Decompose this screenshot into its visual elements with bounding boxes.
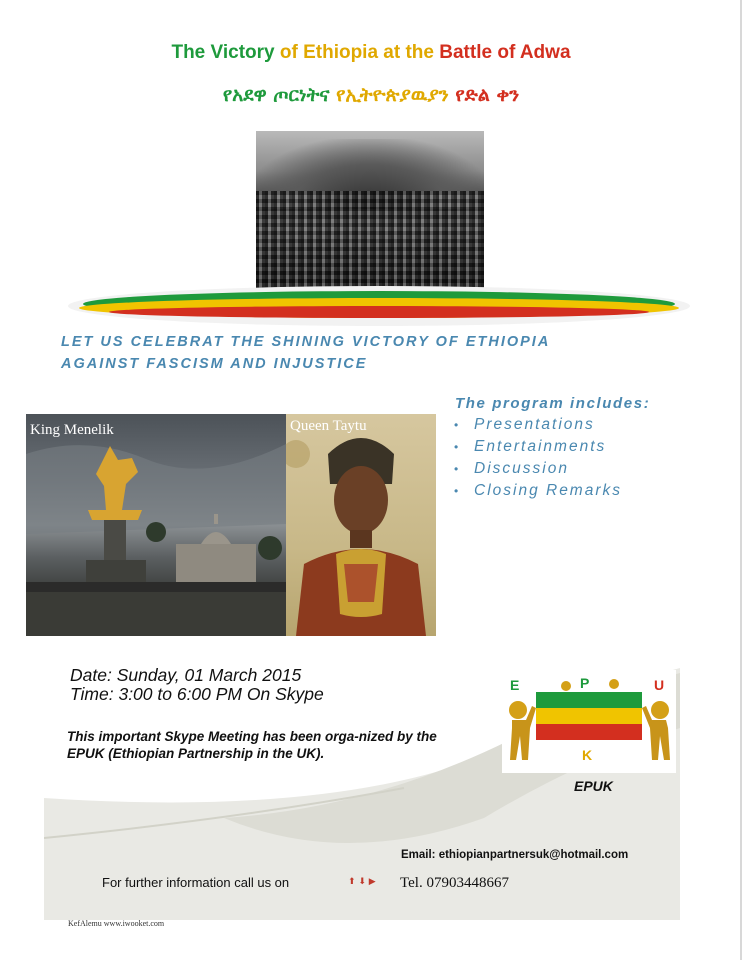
bullet-icon: • [454, 462, 461, 476]
arrows-icon: ⬆ ⬇ ▶ [348, 877, 376, 887]
bullet-icon: • [454, 484, 461, 498]
title-part-yellow: of Ethiopia at the [279, 42, 440, 63]
battle-photo-crowd [256, 191, 484, 291]
menelik-photo-art [26, 414, 286, 636]
event-datetime [70, 666, 324, 704]
flag-stripes [68, 282, 690, 330]
organizer-note: This important Skype Meeting has been orga-nized by the EPUK (Ethiopian Partnership in the UK). [67, 729, 437, 761]
amharic-part-green: የአደዋ ጦርነትና [222, 84, 337, 106]
epuk-logo-art [502, 670, 676, 773]
logo-letter-k: K [582, 747, 593, 763]
celebrate-line-2: AGAINST FASCISM AND INJUSTICE [61, 356, 368, 372]
program-heading: The program includes: [455, 395, 651, 412]
program-list [454, 414, 622, 502]
logo-letter-p: P [580, 675, 590, 691]
red-stripe [109, 306, 649, 318]
event-title [0, 42, 742, 64]
title-part-green: The Victory [171, 42, 280, 63]
epuk-logo [502, 670, 676, 773]
bullet-icon: • [454, 418, 461, 432]
menelik-caption: King Menelik [30, 422, 114, 438]
program-item: • Closing Remarks [454, 480, 622, 502]
bullet-icon: • [454, 440, 461, 454]
amharic-title [0, 84, 742, 106]
epuk-label: EPUK [574, 778, 613, 794]
time-line: Time: 3:00 to 6:00 PM On Skype [70, 684, 324, 704]
menelik-photo [26, 414, 286, 636]
battle-photo [256, 131, 484, 291]
footer-credit: KefAlemu www.iwooket.com [68, 919, 165, 928]
celebrate-line-1: LET US CELEBRAT THE SHINING VICTORY OF ETHIOPIA [61, 334, 551, 350]
celebrate-banner [61, 331, 621, 375]
title-part-red: Battle of Adwa [439, 42, 571, 63]
program-item: • Entertainments [454, 436, 622, 458]
taytu-photo [286, 414, 436, 636]
contact-email: Email: ethiopianpartnersuk@hotmail.com [401, 849, 629, 861]
date-line: Date: Sunday, 01 March 2015 [70, 665, 302, 685]
program-item: • Discussion [454, 458, 622, 480]
further-info-text: For further information call us on [102, 875, 290, 890]
taytu-photo-art [286, 414, 436, 636]
logo-letter-e: E [510, 677, 520, 693]
taytu-caption: Queen Taytu [290, 418, 367, 434]
program-item: • Presentations [454, 414, 622, 436]
logo-letter-u: U [654, 677, 665, 693]
amharic-part-red: የድል ቀን [455, 84, 520, 106]
contact-phone: Tel. 07903448667 [400, 875, 509, 891]
amharic-part-yellow: የኢትዮጵያዉያን [336, 84, 456, 106]
